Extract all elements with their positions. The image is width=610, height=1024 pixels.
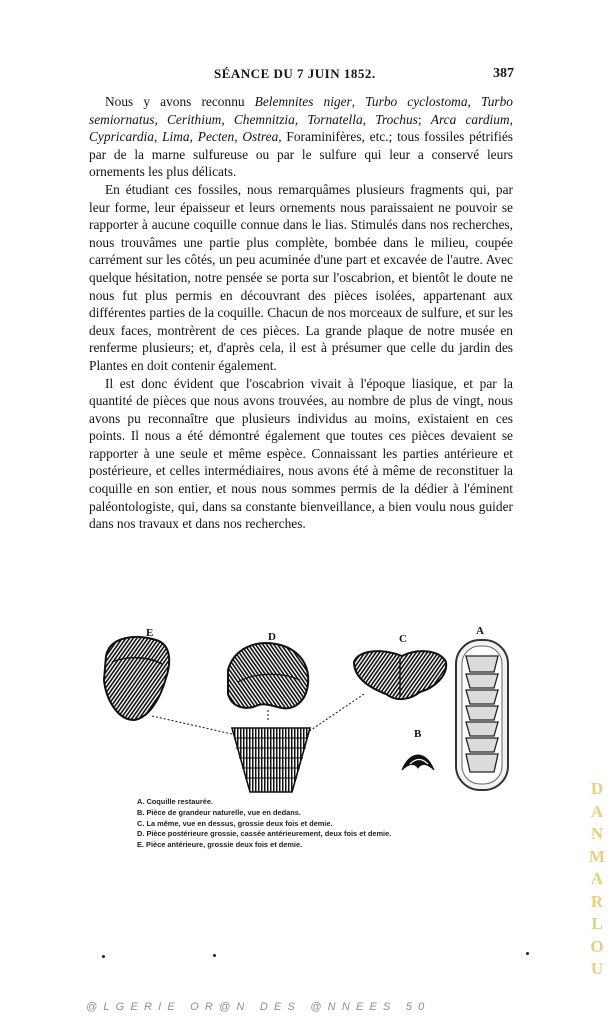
- taxon-name: Pecten: [197, 129, 235, 145]
- text-run: ,: [362, 111, 376, 127]
- text-run: Nous y avons reconnu: [105, 94, 255, 109]
- session-title: SÉANCE DU 7 JUIN 1852.: [214, 66, 376, 81]
- caption-e: E. Pièce antérieure, grossie deux fois et demie.: [137, 840, 303, 850]
- page-number: 387: [493, 66, 514, 81]
- text-run: ,: [351, 94, 366, 109]
- caption-a: A. Coquille restaurée.: [137, 797, 213, 806]
- side-watermark-letter: A: [590, 869, 604, 888]
- side-watermark-letter: U: [590, 959, 604, 978]
- fossil-illustration: [96, 622, 516, 794]
- piece-a-restored-shell: [456, 640, 508, 790]
- side-watermark-letter: M: [588, 846, 606, 866]
- label-b: B: [414, 728, 422, 740]
- taxon-name: Cypricardia: [89, 129, 154, 145]
- text-run: ,: [153, 129, 163, 145]
- paragraph-2: [89, 181, 513, 375]
- paragraph-3: [89, 375, 513, 533]
- piece-d-posterior: [228, 643, 308, 708]
- label-d: D: [268, 631, 276, 643]
- label-c: C: [399, 633, 407, 645]
- label-a: A: [476, 625, 484, 637]
- side-watermark-letter: R: [590, 891, 604, 911]
- text-run: ,: [189, 129, 198, 145]
- text-run: ,: [154, 111, 167, 127]
- piece-e-anterior: [104, 637, 169, 720]
- side-watermark-letter: L: [591, 914, 603, 933]
- fossil-figure: [96, 622, 516, 794]
- text-run: ,: [509, 111, 513, 127]
- text-run: ,: [234, 129, 243, 145]
- side-watermark-letter: O: [590, 936, 604, 956]
- text-run: ;: [417, 111, 431, 127]
- text-run: En étudiant ces fossiles, nous remarquâmes plusieurs fragments qui, par leur forme, leur épaisseur et leurs ornements nous paraissaient ne pouvoir se rapporter à aucune coquille connue dans le lias. Stimulés dans nos recherches, nous trouvâmes une partie plus complète, bombée dans le milieu, coupée carrément sur les côtés, un peu acuminée d'une part et excavée de l'autre. Avec quelque hésitation, notre pensée se porta sur l'oscabrion, et bientôt le doute ne nous fut plus permis en découvrant des pièces isolées, appartenant aux différentes parties de la coquille. Chacun de nos morceaux de sulfure, et sur les deux faces, montrèrent de ces pièces. La grande plaque de notre musée en renferme plusieurs; et, d'après cela, il est à présumer que celle du jardin des Plantes en doit contenir également.: [89, 181, 514, 373]
- caption-c: C. La même, vue en dessus, grossie deux fois et demie.: [137, 818, 333, 828]
- print-speck: [102, 955, 105, 958]
- body-text: [89, 93, 513, 533]
- side-watermark-letter: D: [590, 779, 604, 798]
- piece-b-inside-view: [402, 755, 434, 770]
- bottom-watermark: @LGERIE OR@N DES @NNEES 50: [86, 1001, 431, 1013]
- print-speck: [526, 952, 529, 955]
- text-run: ,: [294, 111, 308, 127]
- text-run: ,: [221, 111, 234, 127]
- taxon-name: Trochus: [375, 111, 418, 127]
- taxon-name: Ostrea: [242, 129, 279, 145]
- side-watermark: [586, 778, 608, 981]
- taxon-name: Arca cardium: [430, 111, 510, 127]
- text-run: , Foraminifères, etc.; tous fossiles pétrifiés par de la marne sulfureuse ou par le sulfure qui leur a conservé leurs ornements les plus délicats.: [89, 129, 513, 180]
- side-watermark-letter: N: [590, 824, 604, 843]
- page-header: [96, 64, 514, 86]
- figure-captions: [137, 797, 497, 851]
- text-run: ,: [467, 94, 481, 109]
- taxon-name: Cerithium: [167, 111, 222, 127]
- taxon-name: Tornatella: [307, 111, 363, 127]
- taxon-name: Turbo semiornatus: [89, 94, 513, 127]
- print-speck: [213, 954, 216, 957]
- taxon-name: Belemnites niger: [254, 94, 352, 109]
- piece-c-top-view: [354, 651, 446, 699]
- side-watermark-letter: A: [590, 801, 604, 821]
- label-e: E: [146, 627, 154, 639]
- paragraph-1: [89, 93, 513, 181]
- taxon-name: Chemnitzia: [233, 111, 295, 127]
- text-run: Il est donc évident que l'oscabrion vivait à l'époque liasique, et par la quantité de pièces que nous avons trouvées, au nombre de plus de vingt, nous avons pu reconnaître que plusieurs individus au moins, existaient en ces points. Il nous a été démontré également que toutes ces pièces devaient se rapporter à une seule et même espèce. Connaissant les parties antérieure et postérieure, et celles intermédiaires, nous avons été à même de reconstituer la coquille en son entier, et nous nous sommes permis de la dédier à l'éminent paléontologiste, qui, dans sa constante bienveillance, a bien voulu nous guider dans nos travaux et dans nos recherches.: [89, 375, 513, 532]
- taxon-name: Turbo cyclostoma: [365, 94, 468, 109]
- caption-d: D. Pièce postérieure grossie, cassée antérieurement, deux fois et demie.: [137, 829, 392, 839]
- reconstructed-shell-fan: [232, 728, 310, 792]
- caption-b: B. Pièce de grandeur naturelle, vue en dedans.: [137, 807, 301, 817]
- taxon-name: Lima: [162, 129, 190, 145]
